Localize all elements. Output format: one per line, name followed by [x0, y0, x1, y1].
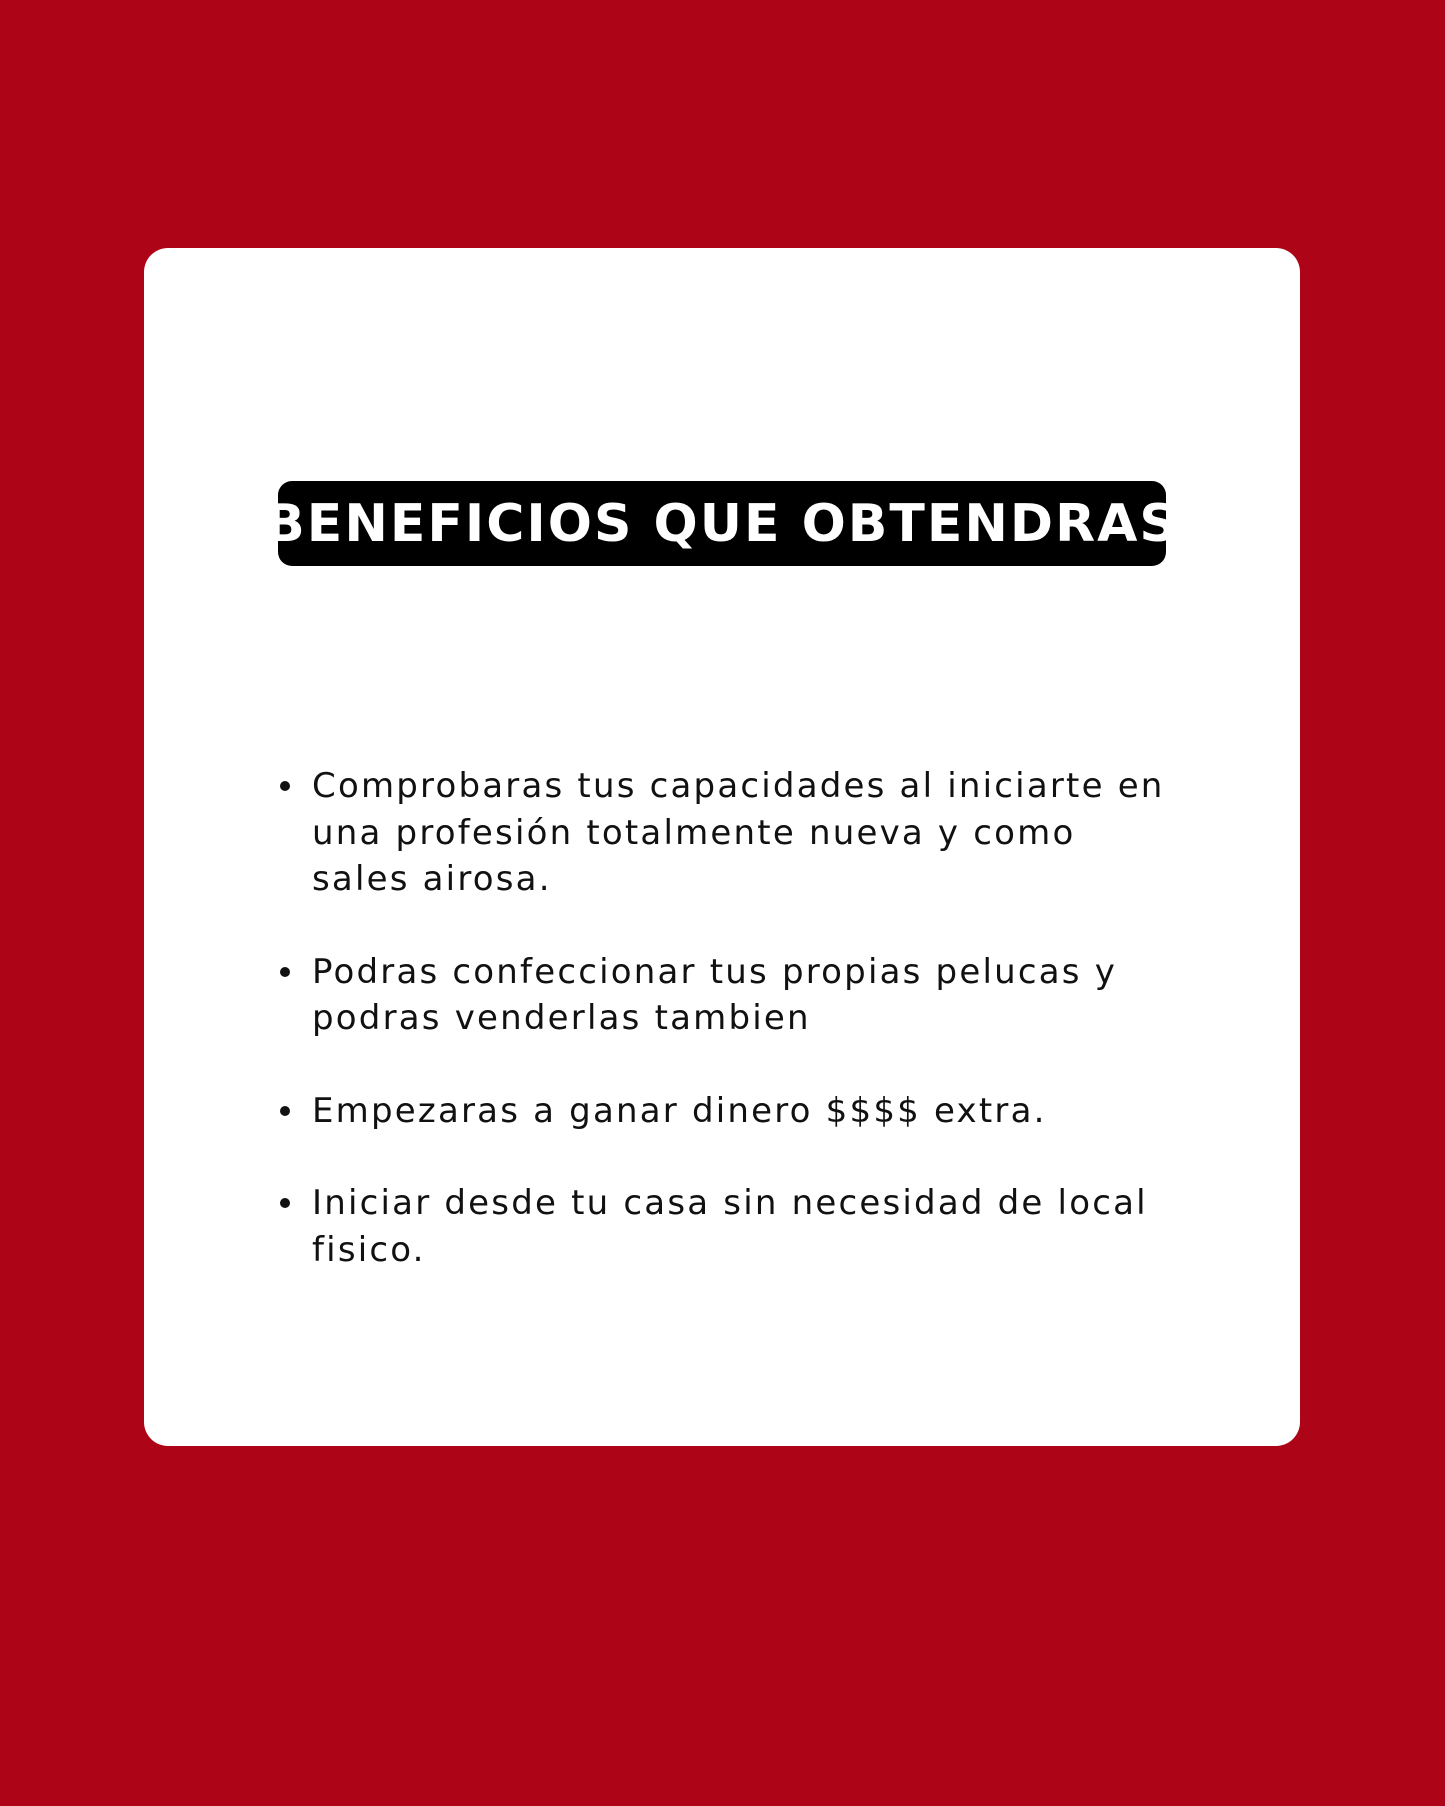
- title-banner: [265, 481, 1179, 566]
- benefit-text: Empezaras a ganar dinero $$$$ extra.: [312, 1090, 1047, 1131]
- benefit-text: Comprobaras tus capacidades al iniciarte en una profesión totalmente nueva y como sales airosa.: [312, 766, 1165, 899]
- bullet-icon: [280, 781, 290, 791]
- benefit-item: [278, 763, 1178, 903]
- bullet-icon: [280, 967, 290, 977]
- bullet-icon: [280, 1198, 290, 1208]
- benefit-item: [278, 949, 1178, 1042]
- benefit-item: [278, 1180, 1178, 1273]
- page-title: BENEFICIOS QUE OBTENDRAS: [265, 493, 1179, 554]
- benefit-text: Podras confeccionar tus propias pelucas y podras venderlas tambien: [312, 951, 1118, 1038]
- content-card: [144, 248, 1300, 1446]
- bullet-icon: [280, 1106, 290, 1116]
- benefit-text: Iniciar desde tu casa sin necesidad de local fisico.: [312, 1183, 1148, 1270]
- benefit-item: [278, 1088, 1178, 1135]
- benefits-list: [278, 763, 1178, 1319]
